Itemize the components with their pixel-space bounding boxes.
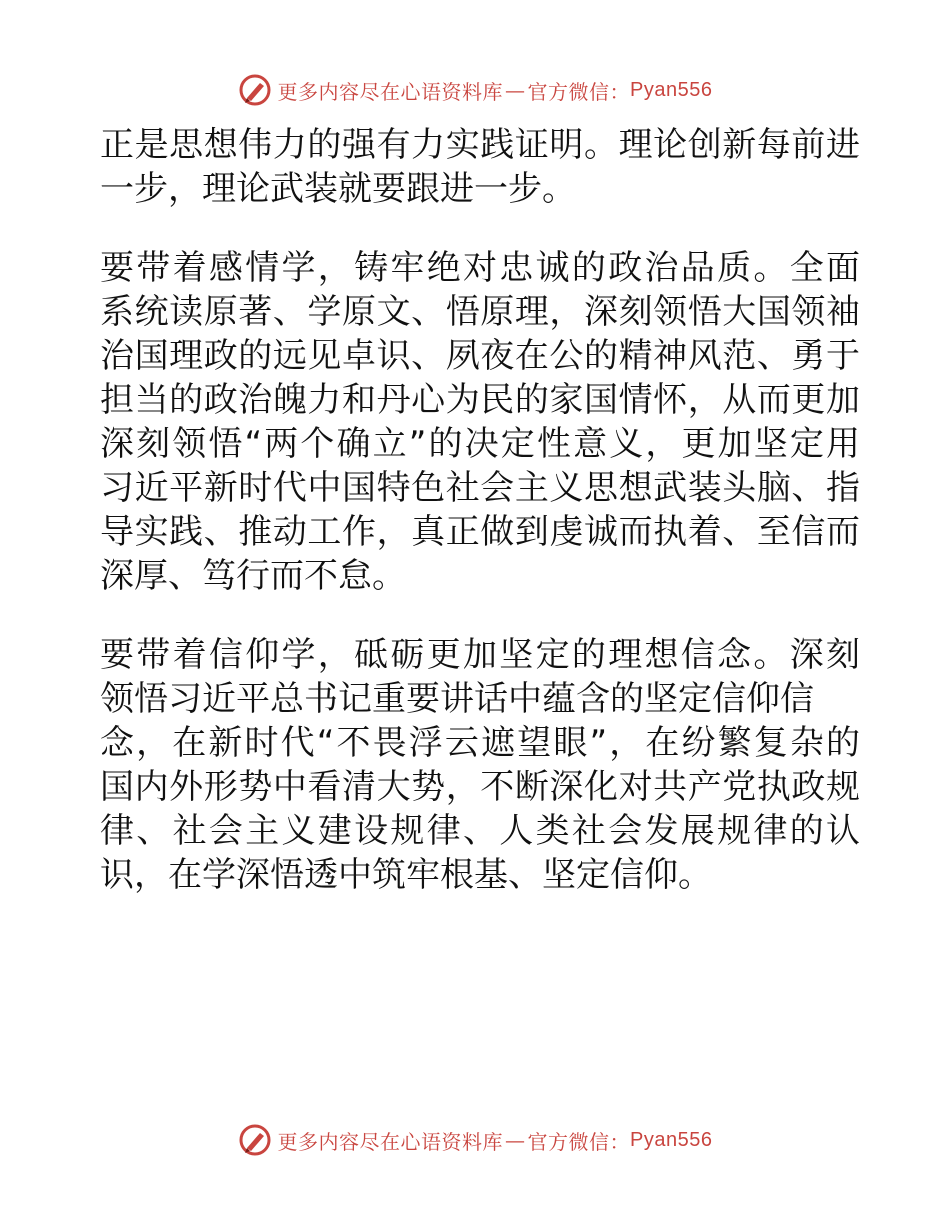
text-line: 习近平新时代中国特色社会主义思想武装头脑、指 [100, 468, 860, 508]
banner-label: 官方微信： [527, 1129, 631, 1154]
banner-label: 官方微信： [527, 79, 631, 104]
document-body [100, 123, 860, 897]
paragraph [100, 123, 860, 211]
banner-separator: — [505, 1128, 526, 1152]
text-line: 深刻领悟“两个确立”的决定性意义，更加坚定用 [100, 424, 860, 464]
text-line: 要带着感情学，铸牢绝对忠诚的政治品质。全面 [100, 248, 860, 288]
header-watermark-banner [0, 70, 950, 110]
text-line: 识，在学深悟透中筑牢根基、坚定信仰。 [100, 855, 712, 895]
paragraph [100, 633, 860, 897]
banner-text: 更多内容尽在心语资料库 [277, 79, 504, 104]
text-line: 担当的政治魄力和丹心为民的家国情怀，从而更加 [100, 380, 860, 420]
text-line: 一步，理论武装就要跟进一步。 [100, 169, 576, 209]
text-line: 国内外形势中看清大势，不断深化对共产党执政规 [100, 767, 860, 807]
text-line: 要带着信仰学，砥砺更加坚定的理想信念。深刻 [100, 635, 860, 675]
pen-logo-icon [238, 1123, 272, 1157]
pen-logo-icon [238, 73, 272, 107]
text-line: 念，在新时代“不畏浮云遮望眼”，在纷繁复杂的 [100, 723, 860, 763]
text-line: 系统读原著、学原文、悟原理，深刻领悟大国领袖 [100, 292, 860, 332]
text-line: 领悟习近平总书记重要讲话中蕴含的坚定信仰信 [100, 679, 814, 719]
text-line: 导实践、推动工作，真正做到虔诚而执着、至信而 [100, 512, 860, 552]
footer-watermark-banner [0, 1120, 950, 1160]
text-line: 深厚、笃行而不怠。 [100, 556, 406, 596]
banner-separator: — [505, 78, 526, 102]
paragraph [100, 246, 860, 598]
banner-handle: Pyan556 [630, 1128, 713, 1151]
text-line: 律、社会主义建设规律、人类社会发展规律的认 [100, 811, 860, 851]
text-line: 正是思想伟力的强有力实践证明。理论创新每前进 [100, 125, 860, 165]
banner-handle: Pyan556 [630, 78, 713, 101]
text-line: 治国理政的远见卓识、夙夜在公的精神风范、勇于 [100, 336, 860, 376]
banner-text: 更多内容尽在心语资料库 [277, 1129, 504, 1154]
